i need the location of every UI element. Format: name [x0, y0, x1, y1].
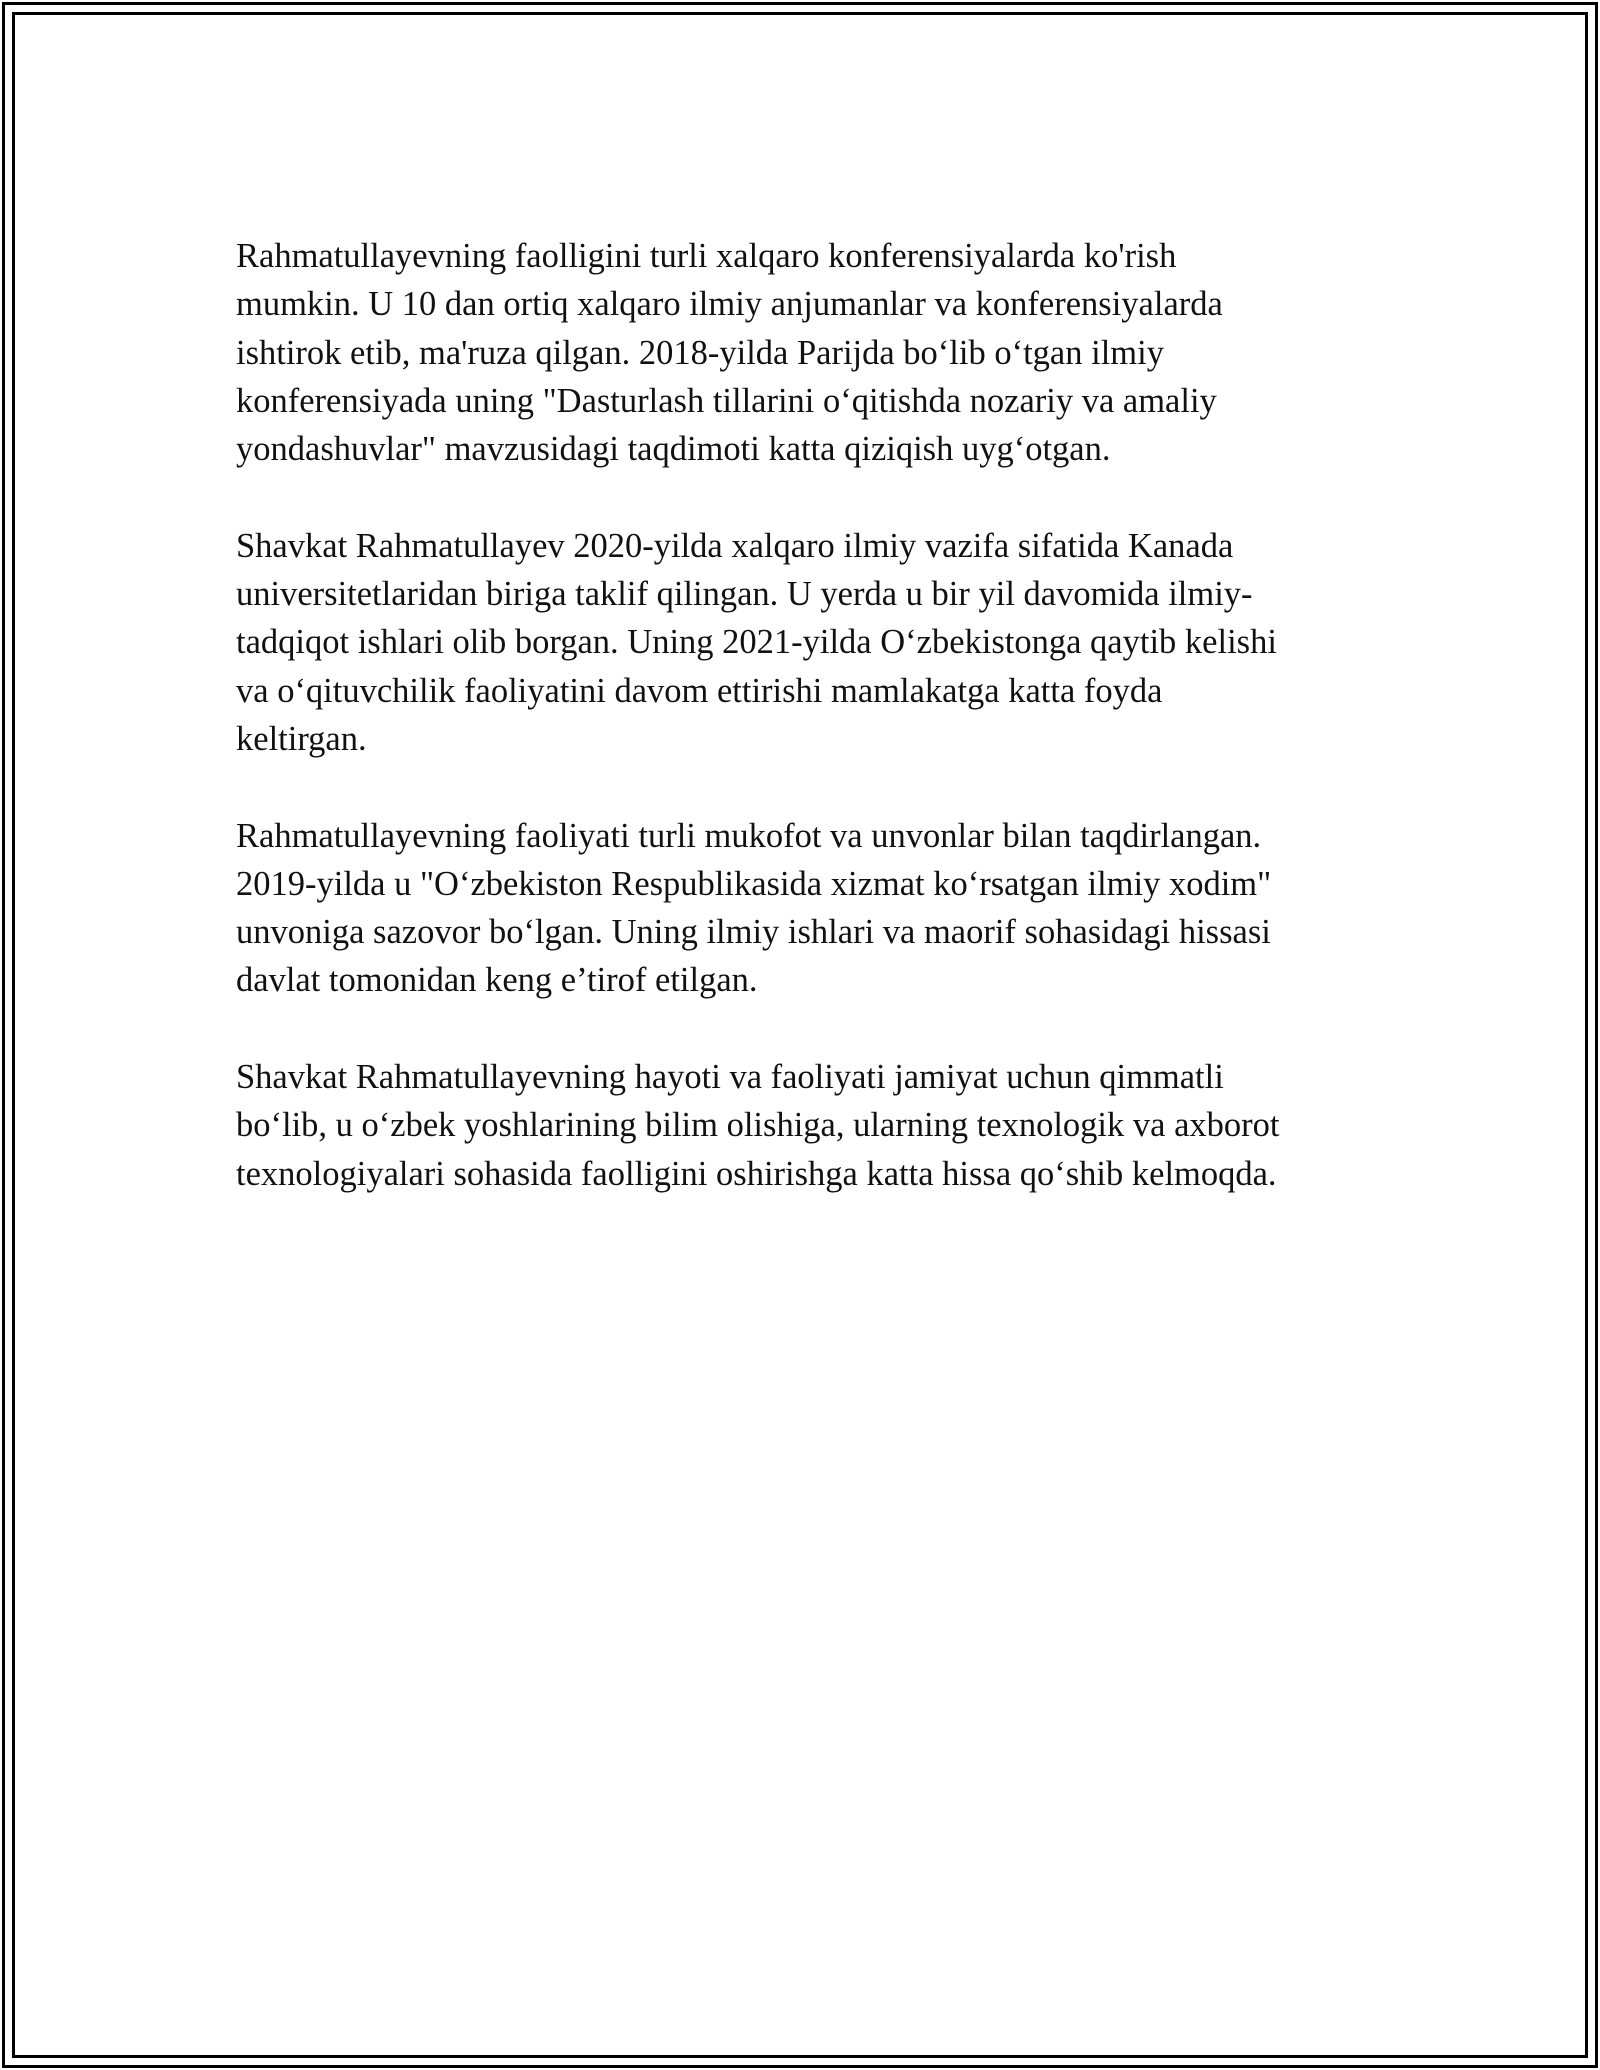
- paragraph-2: Shavkat Rahmatullayev 2020-yilda xalqaro ilmiy vazifa sifatida Kanada universitetlaridan biriga taklif qilingan. U yerda u bir yil davomida ilmiy- tadqiqot ishlari olib borgan. Uning 2021-yilda O‘zbekistonga qaytib kelishi va o‘qituvchilik faoliyatini davom ettirishi mamlakatga katta foyda keltirgan.: [236, 526, 1277, 758]
- document-body: [236, 232, 1366, 1246]
- paragraph-3: Rahmatullayevning faoliyati turli mukofot va unvonlar bilan taqdirlangan. 2019-yilda u "O‘zbekiston Respublikasida xizmat ko‘rsatgan ilmiy xodim" unvoniga sazovor bo‘lgan. Uning ilmiy ishlari va maorif sohasidagi hissasi davlat tomonidan keng e’tirof etilgan.: [236, 816, 1272, 1000]
- paragraph-1: Rahmatullayevning faolligini turli xalqaro konferensiyalarda ko'rish mumkin. U 10 dan ortiq xalqaro ilmiy anjumanlar va konferensiyalarda ishtirok etib, ma'ruza qilgan. 2018-yilda Parijda bo‘lib o‘tgan ilmiy konferensiyada uning "Dasturlash tillarini o‘qitishda nozariy va amaliy yondashuvlar" mavzusidagi taqdimoti katta qiziqish uyg‘otgan.: [236, 237, 1223, 469]
- paragraph-4: Shavkat Rahmatullayevning hayoti va faoliyati jamiyat uchun qimmatli bo‘lib, u o‘zbek yoshlarining bilim olishiga, ularning texnologik va axborot texnologiyalari sohasida faolligini oshirishga katta hissa qo‘shib kelmoqda.: [236, 1058, 1280, 1193]
